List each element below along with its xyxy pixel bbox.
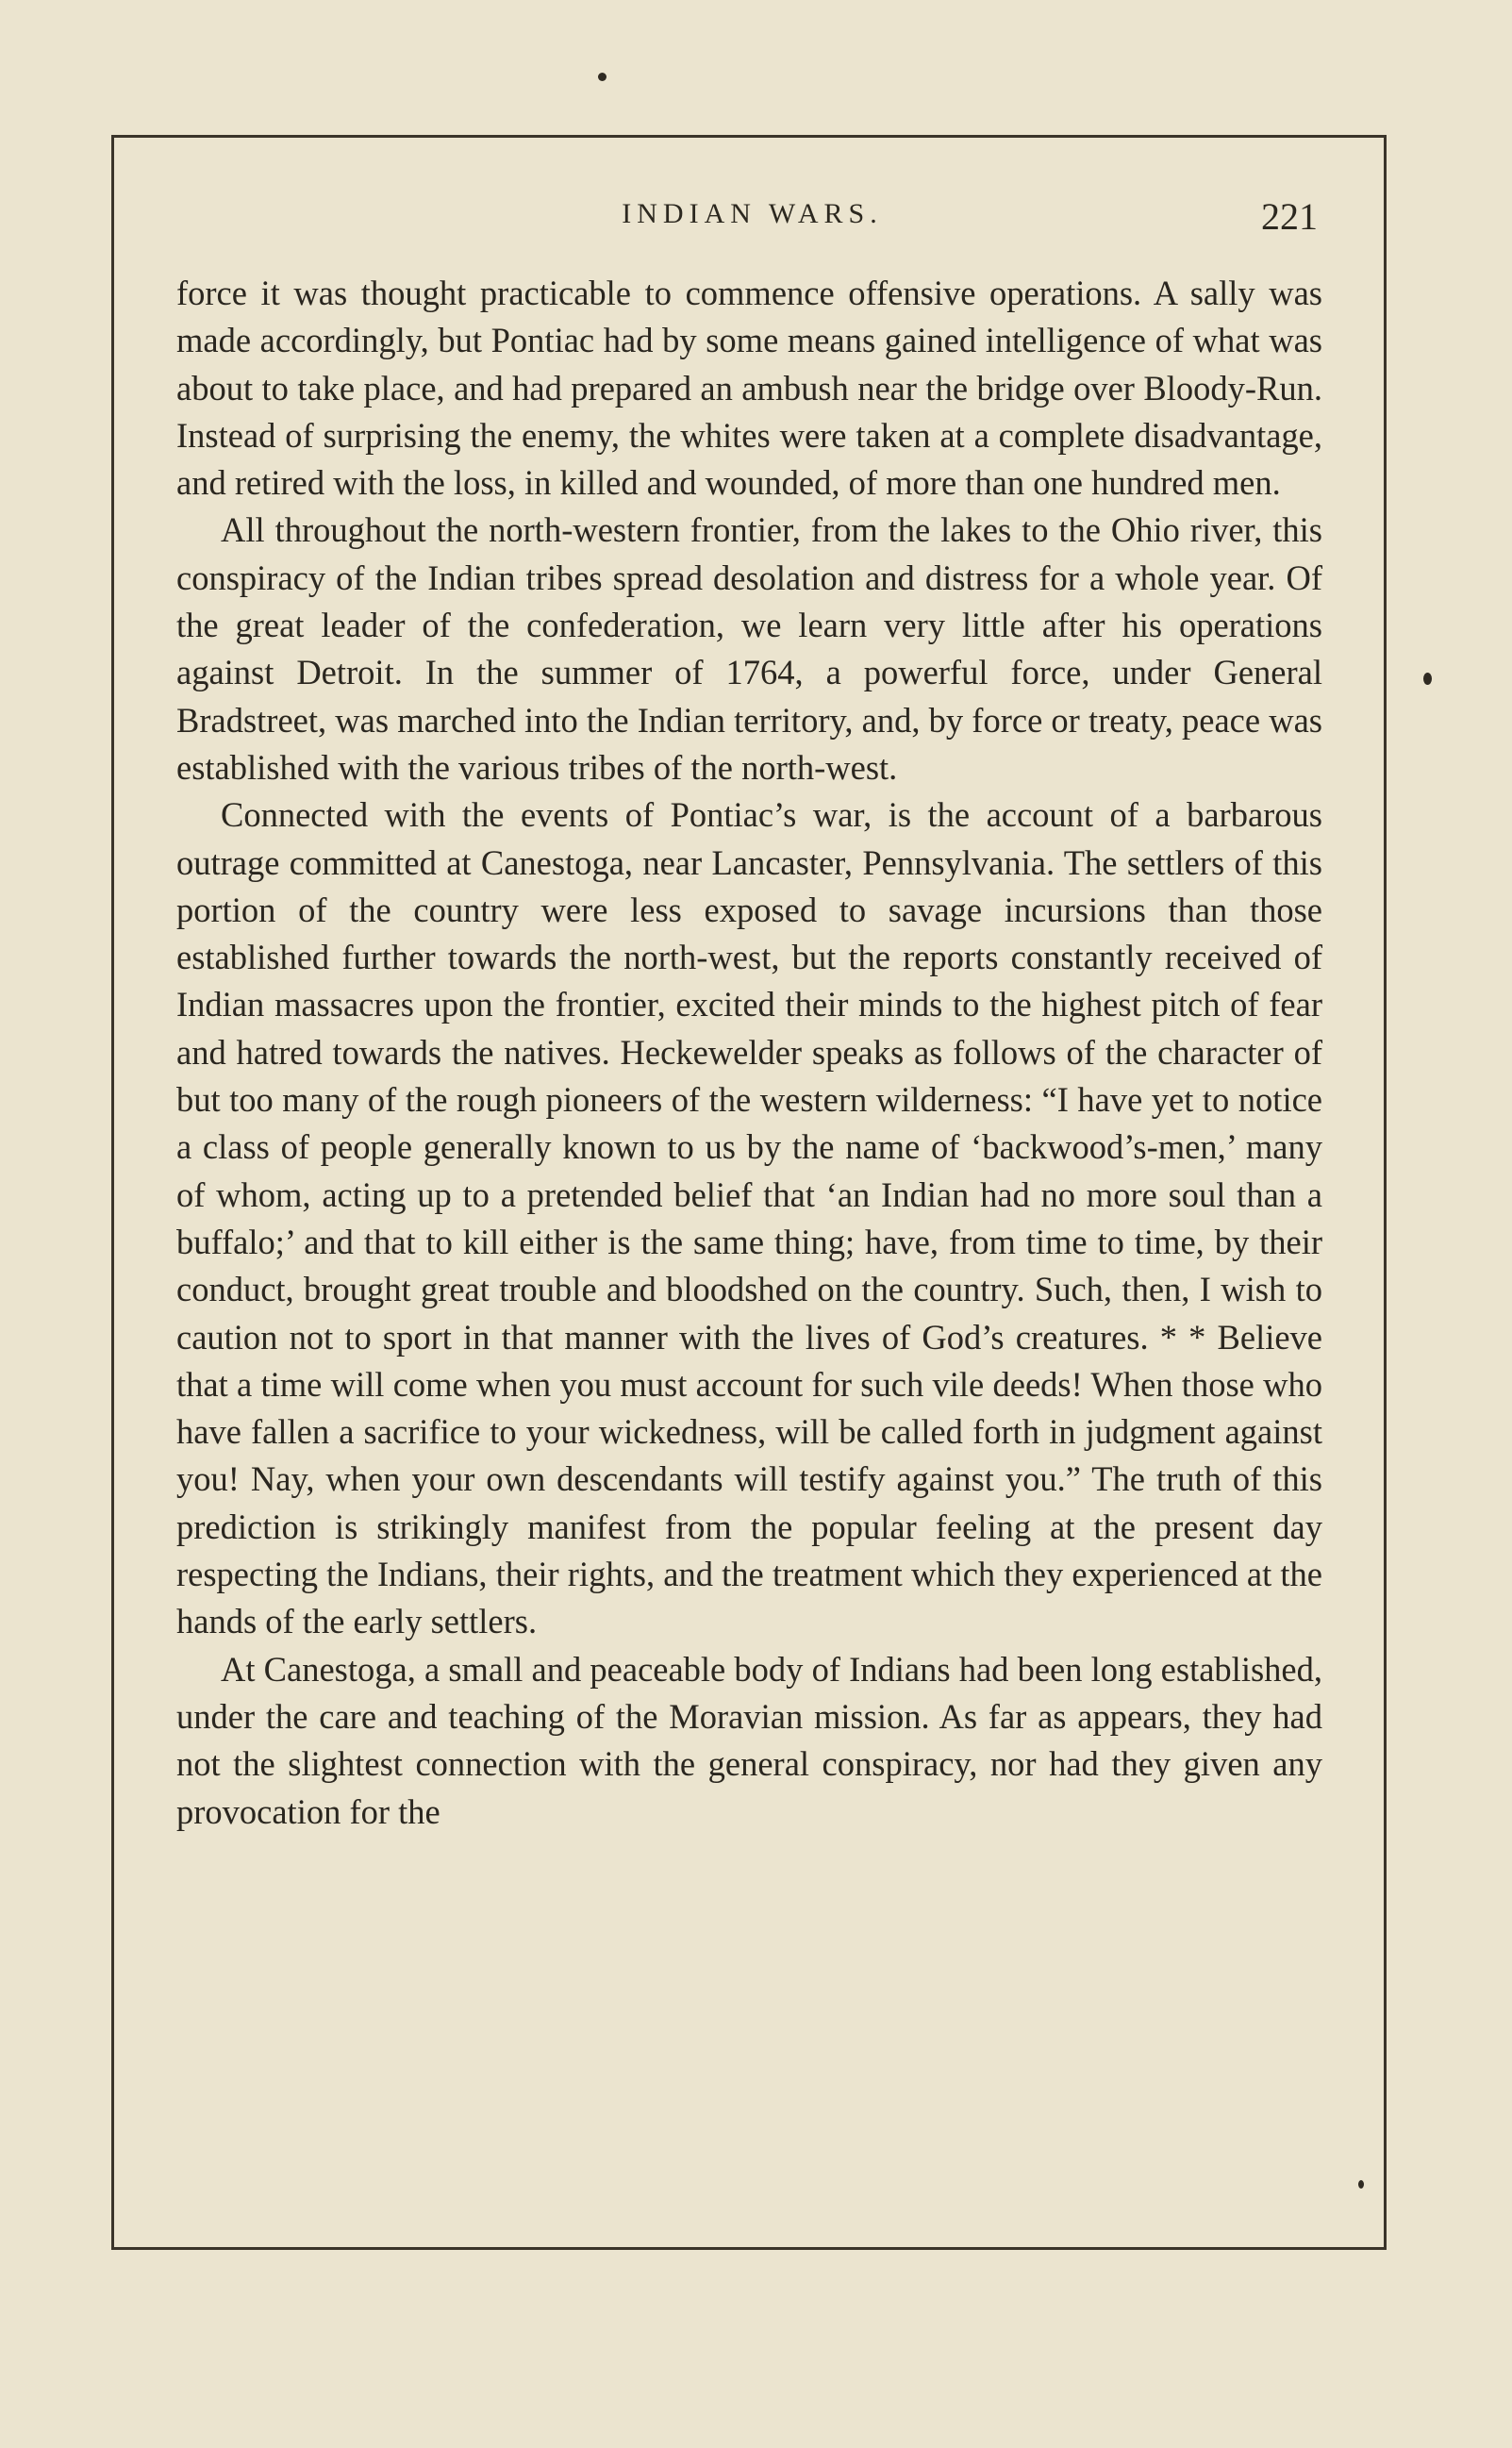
running-head bbox=[179, 189, 1325, 245]
body-text bbox=[176, 270, 1322, 1836]
ink-speck-top bbox=[598, 73, 606, 81]
paragraph: force it was thought practicable to commence offensive operations. A sally was made accordingly, but Pontiac had by some means gained intelligence of what was about to take place, and had prepared an ambush near the bridge over Bloody-Run. Instead of surprising the enemy, the whites were taken at a complete disadvantage, and retired with the loss, in killed and wounded, of more than one hundred men. bbox=[176, 274, 1322, 503]
paragraph: All throughout the north-western frontier, from the lakes to the Ohio river, this conspiracy of the Indian tribes spread desolation and distress for a whole year. Of the great leader of the confederation, we learn very little after his operations against Detroit. In the summer of 1764, a powerful force, under General Bradstreet, was marched into the Indian territory, and, by force or treaty, peace was established with the various tribes of the north-west. bbox=[176, 510, 1322, 787]
paragraph: Connected with the events of Pontiac’s war, is the account of a barbarous outrage committed at Canestoga, near Lancaster, Pennsylvania. The settlers of this portion of the country were less exposed to savage incursions than those established further towards the north-west, but the reports constantly received of Indian massacres upon the frontier, excited their minds to the highest pitch of fear and hatred towards the natives. Heckewelder speaks as follows of the character of but too many of the rough pioneers of the western wilderness: “I have yet to notice a class of people generally known to us by the name of ‘backwood’s-men,’ many of whom, acting up to a pretended belief that ‘an Indian had no more soul than a buffalo;’ and that to kill either is the same thing; have, from time to time, by their conduct, brought great trouble and bloodshed on the country. Such, then, I wish to caution not to sport in that manner with the lives of God’s creatures. * * Believe that a time will come when you must account for such vile deeds! When those who have fallen a sacrifice to your wickedness, will be called forth in judgment against you! Nay, when your own descendants will testify against you.” The truth of this prediction is strikingly manifest from the popular feeling at the present day respecting the Indians, their rights, and the treatment which they experienced at the hands of the early settlers. bbox=[176, 795, 1322, 1641]
paragraph: At Canestoga, a small and peaceable body of Indians had been long established, under the care and teaching of the Moravian mission. As far as appears, they had not the slightest connection with the general conspiracy, nor had they given any provocation for the bbox=[176, 1649, 1322, 1831]
page-number: 221 bbox=[1261, 195, 1318, 238]
ink-speck-margin-right bbox=[1423, 673, 1432, 685]
running-title: INDIAN WARS. bbox=[622, 198, 883, 229]
